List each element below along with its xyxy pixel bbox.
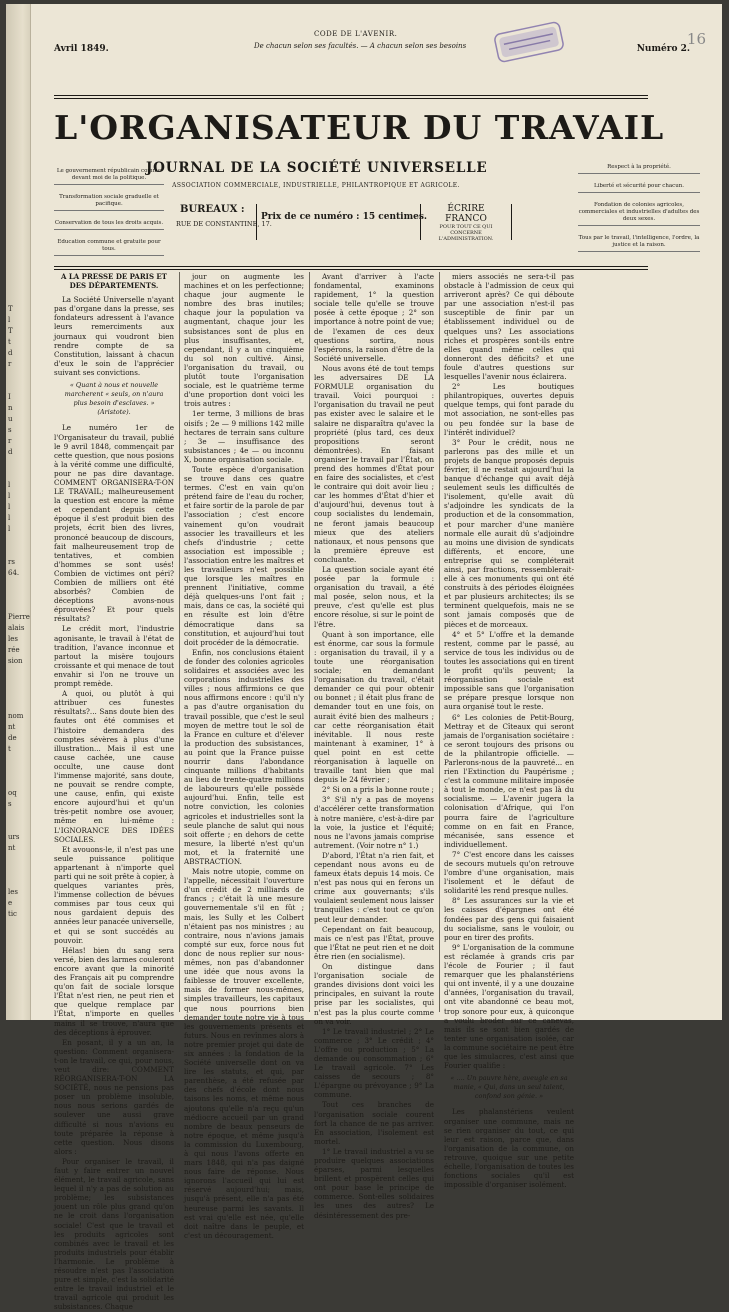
paragraph: Avant d'arriver à l'acte fondamental, examinons rapidement, 1° la question sociale telle qu'elle se trouve posée à cette époque ; 2° son importance à notre point de vue; de l'examen de ces deux questions sortira, nous l'espérons, la raison d'être de la Société universelle. (314, 272, 434, 363)
paragraph: 1er terme, 3 millions de bras oisifs ; 2e — 9 millions 142 mille hectares de terrain sans culture ; 3e — insuffisance des subsistances ; 4e — ou inconnu X, bonne organisation sociale. (184, 409, 304, 464)
body-rule-2 (54, 269, 648, 270)
right-principles-box (578, 164, 700, 261)
paragraph: D'abord, l'État n'a rien fait, et cependant nous avons eu de fameux états depuis 14 mois. Ce n'est pas nous qui en ferons un crime aux gouvernants; s'ils voulaient seulement nous laisser tranquilles : c'est tout ce qu'on peut leur demander. (314, 850, 434, 924)
paragraph: 6° Les colonies de Petit-Bourg, Mettray et de Cîteaux qui seront jamais de l'organisation sociétaire : ce seront toujours des prisons ou de la philantropie officielle. — Parlerons-nous de la pauvreté... en rien l'Extinction du Paupérisme ; c'est la commune militaire imposée à tout le monde, ce n'est pas là du socialisme. — L'avenir jugera la colonisation d'Afrique, qui l'on pourra faire de l'agriculture comme on en fait en France, mécanisée, sans essence et individuellement. (444, 712, 574, 849)
masthead-subtitle: JOURNAL DE LA SOCIÉTÉ UNIVERSELLE (146, 160, 488, 176)
paragraph: Nous avons été de tout temps les adversaires DE LA FORMULE organisation du travail. Voici pourquoi : l'organisation du travail ne peut pas exister avec le salaire et le salaire ne disparaîtra qu'avec la propriété (plus tard, ces deux propositions seront démontrées). En faisant organiser le travail par l'État, on prend des hommes d'État pour en faire des socialistes, et c'est le contraire qui doit avoir lieu ; car les hommes d'État d'hier et d'aujourd'hui, devenus tout à coup socialistes du lendemain, ne feront jamais beaucoup mieux que des ateliers nationaux, et nous pensons que la première épreuve est concluante. (314, 363, 434, 564)
paragraph: A quoi, ou plutôt à qui attribuer ces funestes résultats?... Sans doute bien des fautes ont été commises et l'histoire demandera des comptes sévères à plus d'une illustration... Mais il est une cause cachée, une cause occulte, une cause dont l'immense majorité, sans doute, ne pouvait se rendre compte, une cause, enfin, qui existe encore aujourd'hui et qu'un très-petit nombre ose avouer, même en lui-même : L'IGNORANCE DES IDÉES SOCIALES. (54, 689, 174, 844)
info-divider (511, 204, 512, 240)
paragraph: La question sociale ayant été posée par la formule : organisation du travail, a été mal posée, selon nous, et la preuve, c'est qu'elle est plus encore résolue, si sur le point de l'être. (314, 565, 434, 629)
paragraph: Quant à son importance, elle est énorme, car sous la formule : organisation du travail, il y a toute une réorganisation sociale; en demandant l'organisation du travail, c'était demander ce qui pour obtenir ou bonnet ; il était plus franc de demander tout en une fois, on aurait évité bien des malheurs ; car cette réorganisation était inévitable. Il nous reste maintenant à examiner, 1° à quel point en est cette réorganisation à laquelle on travaille tant bien que mal depuis le 24 février ; (314, 629, 434, 785)
info-divider (420, 204, 421, 240)
left-principle: Conservation de tous les droits acquis. (54, 220, 164, 230)
paragraph: jour on augmente les machines et on les perfectionne; chaque jour augmente le nombre des bras inutiles; chaque jour la population va augmentant, chaque jour les subsistances sont de plus en plus insuffisantes, et, cependant, il y a un cinquième du sol non cultivé. Ainsi, l'organisation du travail, ou plutôt toute l'organisation sociale, est le quatrième terme d'une proportion dont voici les trois autres : (184, 272, 304, 409)
paragraph: Enfin, nos conclusions étaient de fonder des colonies agricoles solidaires et associées avec les corporations industrielles des villes ; nous affirmions ce que nous affirmons encore : qu'il n'y a pas d'autre organisation du travail possible, que c'est le seul moyen de mettre tout le sol de la France en culture et d'élever la production des subsistances, au point que la France puisse nourrir dans l'abondance cinquante millions d'habitants au lieu de trente-quatre millions de laboureurs qu'elle possède aujourd'hui. Enfin, telle est notre conviction, les colonies agricoles et industrielles sont la seule planche de salut qui nous soit offerte ; en dehors de cette mesure, la liberté n'est qu'un mot, et la fraternité une ABSTRACTION. (184, 647, 304, 866)
paragraph: 7° C'est encore dans les caisses de secours mutuels qu'on retrouve l'ombre d'une organisation, mais l'isolement et le défaut de solidarité les rend presque nulles. (444, 849, 574, 896)
paragraph: La Société Universelle n'ayant pas d'organe dans la presse, ses fondateurs adressent à l'avance leurs remerciments aux journaux qui voudront bien rendre compte de sa Constitution, laissant à chacun d'eux le soin de l'apprécier suivant ses convictions. (54, 295, 174, 377)
right-principle: Tous par le travail, l'intelligence, l'ordre, la justice et la raison. (578, 235, 700, 252)
header-rule-top (54, 95, 648, 96)
right-principle: Respect à la propriété. (578, 164, 700, 174)
paragraph: miers associés ne sera-t-il pas obstacle à l'admission de ceux qui arriveront après? Ce qui déboute par une association n'est-il pas susceptible de finir par un établissement individuel ou de quelques uns? Les associations riches et prospères sont-ils entre elles quand même celles qui donneront des déficits? et une foule d'autres questions sur lesquelles l'avenir nous éclairera. (444, 272, 574, 382)
paragraph: Mais notre utopie, comme on l'appelle, nécessitait l'ouverture d'un crédit de 2 milliards de francs ; c'était là une mesure gouvernementale s'il en fût ; mais, les Sully et les Colbert n'étaient pas nos ministres ; au contraire, nous n'avions jamais compté sur eux, force nous fut donc de nous replier sur nous-mêmes, non pas d'abandonner une idée que nous avons la faiblesse de trouver excellente, mais de former nous-mêmes, simples travailleurs, les capitaux que nous pourrions bien demander toute notre vie à tous les gouvernements présents et futurs. Nous en revînmes alors à notre premier projet qui date de six années : la fondation de la Société universelle dont on va lire les statuts, et qui, par parenthèse, a été refusée par des chefs d'école dont nous taisons les noms, et même nous ajoutons qu'elle n'a reçu qu'un médiocre accueil par un grand nombre de beaux penseurs de notre époque, et même jusqu'à la commission du Luxembourg, à qui nous l'avons offerte en mars 1848, qui n'a pas daigné nous faire de réponse. Nous ignorons l'accueil qui lui est réservé aujourd'hui; mais, jusqu'à présent, elle n'a pas été heureuse parmi les savants. Il est vrai qu'elle est née, qu'elle doit naître dans le peuple, et c'est un découragement. (184, 867, 304, 1240)
paragraph: On distingue dans l'organisation sociale de grandes divisions dont voici les principales, en suivant la route prise par les socialistes, qui n'est pas la plus courte comme on va voir. (314, 962, 434, 1026)
masthead-title: L'ORGANISATEUR DU TRAVAIL (54, 108, 665, 147)
paragraph: Cependant on fait beaucoup, mais ce n'est pas l'État, prouve que l'État ne peut rien et ne doit être rien (en socialisme). (314, 924, 434, 961)
article-column-1 (54, 272, 174, 1312)
left-principle: Transformation sociale graduelle et pacifique. (54, 194, 164, 211)
paragraph: Et avouons-le, il n'est pas une seule puissance politique appartenant à n'importe quel parti qui ne soit prête à copier, à quelques variantes près, l'immense collection de bévues commises par tous ceux qui nous gardaient depuis des années leur panacée universelle, et qui se sont succédés au pouvoir. (54, 844, 174, 945)
paragraph: Toute espèce d'organisation se trouve dans ces quatre termes. C'est en vain qu'on prétend faire de l'eau du rocher, et faire sortir de la parole de par l'association ; c'est encore vainement qu'on voudrait associer les travailleurs et les chefs d'industrie ; cette association est impossible ; l'association entre les maîtres et les travailleurs n'est possible que lorsque les maîtres en prennent l'initiative, comme déjà quelques-uns l'ont fait ; mais, dans ce cas, la société qui en résulte est loin d'être démocratique dans sa constitution, et aujourd'hui tout doit procéder de la démocratie. (184, 464, 304, 647)
article-column-4 (444, 272, 574, 1190)
paragraph: Le numéro 1er de l'Organisateur du travail, publié le 9 avril 1848, commençait par cette question, que nous posions à la vérité comme une difficulté, pour ne pas dire davantage. COMMENT ORGANISERA-T-ON LE TRAVAIL; malheureusement la question est encore la même et cependant depuis cette époque il s'est produit bien des projets, écrit bien des livres, prononcé beaucoup de discours, fait malheureusement trop de tentatives, et combien d'hommes se sont usés! Combien de victimes ont péri? Combien de milliers ont été absorbés? Combien de déceptions avons-nous éprouvées? Et pour quels résultats? (54, 423, 174, 624)
paragraph: Les phalanstériens veulent organiser une commune, mais ne se rien organiser du tout, ce qui leur est raison, parce que, dans l'organisation de la commune, on retrouve, quoique sur une petite échelle, l'organisation de toutes les fonctions sociales qu'il est impossible d'organiser isolément. (444, 1107, 574, 1190)
paragraph: 2° Si on a pris la bonne route ; (322, 785, 434, 795)
body-rule (54, 266, 648, 267)
bureaux-label: BUREAUX : (180, 204, 245, 215)
column-heading: A LA PRESSE DE PARIS ET DES DÉPARTEMENTS. (61, 272, 167, 291)
column-divider (439, 272, 440, 1012)
right-principle: Fondation de colonies agricoles, commerciales et industrielles d'adultes des deux sexes. (578, 202, 700, 226)
franco-detail: POUR TOUT CE QUI CONCERNE L'ADMINISTRATION. (438, 224, 494, 242)
franco-notice (426, 204, 506, 242)
paragraph: 1° Le travail industriel a vu se produire quelques associations éparses, parmi lesquelles brillent et prospèrent celles qui ont pour base le principe de commerce. Sont-elles solidaires les unes des autres? Le désintéressement des pre- (314, 1146, 434, 1220)
paragraph: 9° L'organisation de la commune est réclamée à grands cris par l'école de Fourier ; il faut remarquer que les phalanstériens qui ont inventé, il y a une douzaine d'années, l'organisation du travail, ont vite abandonné ce beau mot, trop sonore pour eux, à quiconque a voulu broder sur ce canevas, mais ils se sont bien gardés de tenter une organisation isolée, car la commune sociétaire ne peut être que les simulacres, c'est ainsi que Fourier qualifie : (444, 942, 574, 1071)
spine-text: T l T t d r I n u s r d l l l l l rs 64. Pierre alais les rée sion nom nt de t oq s urs nt les e tic (8, 305, 30, 918)
left-principle: Le gouvernement républicain comme devant moi de la politique. (54, 168, 164, 185)
right-principle: Liberté et sécurité pour chacun. (578, 183, 700, 193)
column-divider (309, 272, 310, 1012)
left-principle: Education commune et gratuite pour tous. (54, 239, 164, 256)
motto: De chacun selon ses facultés. — A chacun selon ses besoins (254, 42, 467, 50)
epigraph-quote: « Quant à nous et nouvelle marcherent « seuls, on n'aura plus besoin d'esclaves. » (Aristote). (64, 381, 164, 417)
paragraph: 4° et 5° L'offre et la demande restent, comme par le passé, au service de tous les individus ou de toutes les associations qui en tirent le profit qu'ils peuvent; la réorganisation sociale est impossible sans que l'organisation se prépare presque lorsque non aura organisé tout le reste. (444, 629, 574, 712)
page-number: 16 (686, 30, 706, 48)
issue-number: Numéro 2. (636, 44, 690, 54)
info-divider (256, 204, 257, 240)
issue-price: Prix de ce numéro : 15 centimes. (261, 212, 428, 222)
paragraph: 2° Les boutiques philantropiques, ouvertes depuis quelque temps, qui font parade du mot association, ne sont-elles pas ou peu fondée sur la base de l'intérêt individuel? (444, 382, 574, 437)
left-principles-box (54, 168, 164, 265)
newspaper-page (6, 4, 722, 1312)
code-label: CODE DE L'AVENIR. (314, 30, 398, 38)
column-divider (179, 272, 180, 1012)
paragraph: Le crédit mort, l'industrie agonisante, le travail à l'état de tradition, l'avance inconnue et partout la misère toujours croissante et qui menace de tout envahir si l'on ne trouve un prompt remède. (54, 624, 174, 689)
verse-quote: « .... Un pauvre hère, aveugle en sa manie, « Qui, dans un seul talent, confond son génie. » (450, 1074, 568, 1101)
masthead-tagline: ASSOCIATION COMMERCIALE, INDUSTRIELLE, PHILANTROPIQUE ET AGRICOLE. (172, 182, 460, 189)
paragraph: 3° Pour le crédit, nous ne parlerons pas des mille et un projets de banque proposés depuis février, il ne restait aujourd'hui la banque d'échange qui avait déjà seulement seuls les difficultés de l'isolement, qu'elle avait dû s'adjoindre les syndicats de la production et de la consommation, et pour marcher d'une manière normale elle aurait dû s'adjoindre au moins une division de syndicats différents, et encore, une entreprise qui se compléterait ainsi, par fractions, ressemblerait-elle à ces monuments qui ont été construits à des périodes éloignées et par plusieurs architectes; ils se terminent quelquefois, mais ne se sont jamais composés que de pièces et de morceaux. (444, 437, 574, 629)
franco-label: ÉCRIRE FRANCO (445, 204, 487, 224)
paragraph: En posant, il y a un an, la question: Comment organisera-t-on le travail, ce qui, pour nous, veut dire: COMMENT RÉORGANISERA-T-ON LA SOCIÉTÉ, nous ne pensions pas poser un problème insoluble, nous nous serions gardés de soulever une aussi grave difficulté si nous n'avions eu toute préparée la réponse à cette question. Nous disons alors : (54, 1037, 174, 1156)
header-rule-top-2 (54, 98, 648, 99)
page-spine (6, 4, 31, 1020)
paragraph: Pour organiser le travail, il faut y faire entrer un nouvel élément, le travail agricole, sans lequel il n'y a pas de solution au problème; les subsistances jouent un rôle plus grand qu'on ne le croit dans l'organisation sociale! C'est que le travail et les produits agricoles sont combinés avec le travail et les produits industriels pour établir l'harmonie. Le problème à résoudre n'est pas l'association pure et simple, c'est la solidarité entre le travail industriel et le travail agricole qui produit les subsistances. Chaque (54, 1156, 174, 1312)
paragraph: 8° Les assurances sur la vie et les caisses d'épargnes ont été fondées par des gens qui faisaient du socialisme, sans le vouloir, ou pour en tirer des profits. (444, 896, 574, 942)
paragraph: 1° Le travail industriel ; 2° Le commerce ; 3° Le crédit ; 4° L'offre ou production ; 5° La demande ou consommation ; 6° Le travail agricole. 7° Les caisses de secours ; 8° L'épargne ou prévoyance ; 9° La commune. (314, 1026, 434, 1100)
bureaux-address: RUE DE CONSTANTINE, 17. (176, 220, 272, 228)
paragraph: Hélas! bien du sang sera versé, bien des larmes couleront encore avant que la minorité des Français ait pu comprendre qu'on fait de sociale lorsque l'État n'est rien, ne peut rien et que quelque remplace par l'État, n'importe en quelles mains il se trouve, n'aura que des déceptions à éprouver. (54, 945, 174, 1037)
paragraph: Tout ces branches de l'organisation sociale courent fort la chance de ne pas arriver. En association, l'isolement est mortel. (314, 1100, 434, 1146)
issue-date: Avril 1849. (54, 44, 109, 54)
info-bar (176, 204, 586, 244)
article-column-2 (184, 272, 304, 1240)
paragraph: 3° S'il n'y a pas de moyens d'accélérer cette transformation à notre manière, c'est-à-dire par la voie, la justice et l'équité; nous ne l'avons jamais comprise autrement. (Voir notre n° 1.) (314, 795, 434, 850)
article-column-3 (314, 272, 434, 1220)
library-stamp-icon (491, 17, 567, 67)
article-columns (54, 272, 714, 1312)
